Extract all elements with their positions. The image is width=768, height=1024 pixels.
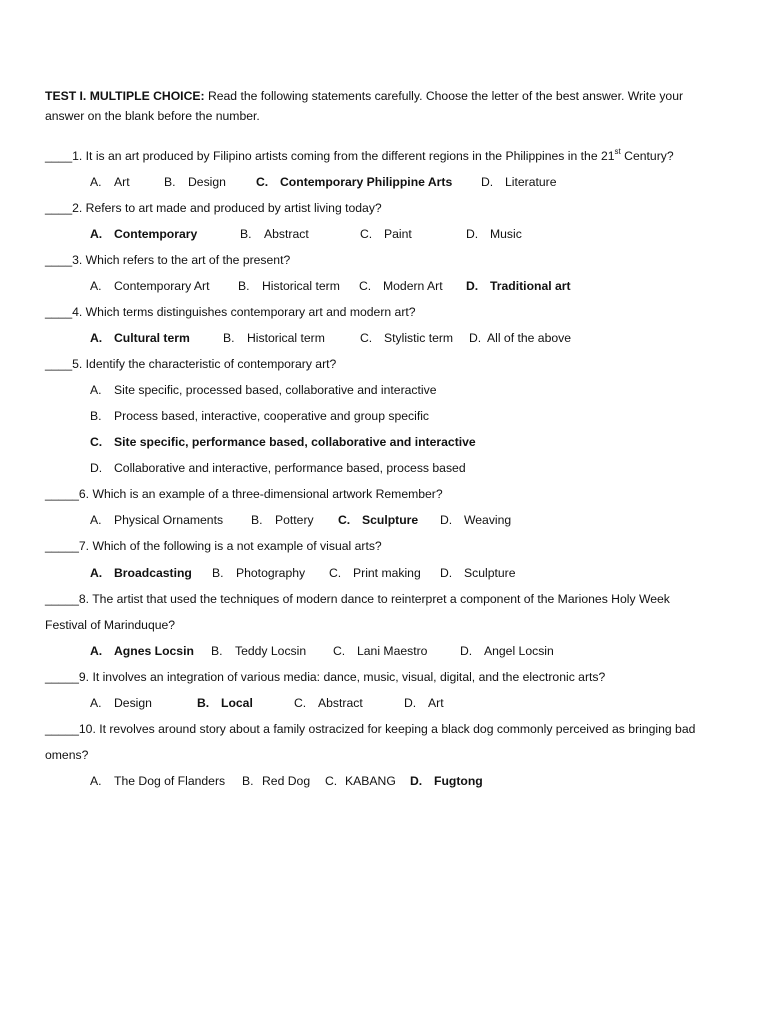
option-text: Design [114,696,152,710]
test-title: TEST I. MULTIPLE CHOICE: [45,89,205,103]
option-7a[interactable] [90,565,192,581]
option-text: Collaborative and interactive, performance based, process based [114,461,466,475]
option-letter: C. [256,175,269,189]
option-2a[interactable] [90,226,197,242]
question-5: ____5. Identify the characteristic of contemporary art? [45,357,337,371]
option-letter: B. [240,227,252,241]
option-letter: B. [90,409,102,423]
option-text: Lani Maestro [357,644,428,658]
option-1b[interactable] [164,174,226,190]
option-1d[interactable] [481,174,557,190]
question-6: _____6. Which is an example of a three-dimensional artwork Remember? [45,487,443,501]
option-3b[interactable] [238,278,340,294]
option-letter: C. [360,331,373,345]
option-5c[interactable] [90,434,476,450]
option-text: Print making [353,566,421,580]
option-text: Pottery [275,513,314,527]
option-text: Music [490,227,522,241]
option-text: Historical term [247,331,325,345]
question-1-text: 1. It is an art produced by Filipino artists coming from the different regions in the Philippines in the 21 [72,149,615,163]
option-text: Red Dog [262,774,311,788]
option-text: Abstract [318,696,363,710]
option-text: Sculpture [362,513,419,527]
option-letter: D. [481,175,494,189]
question-8: _____8. The artist that used the techniques of modern dance to reinterpret a component of the Mariones Holy Week [45,592,670,606]
option-letter: D. [469,331,482,345]
test-header [45,88,683,104]
option-7c[interactable] [329,565,421,581]
option-6c[interactable] [338,512,418,528]
option-letter: D. [90,461,103,475]
option-letter: C. [338,513,351,527]
option-letter: A. [90,513,102,527]
option-letter: C. [329,566,342,580]
option-letter: A. [90,175,102,189]
option-4d[interactable] [469,330,571,346]
option-text: KABANG [345,774,396,788]
option-8d[interactable] [460,643,554,659]
option-text: Teddy Locsin [235,644,307,658]
option-10a[interactable] [90,773,225,789]
option-4a[interactable] [90,330,190,346]
option-text: Contemporary [114,227,198,241]
option-text: Stylistic term [384,331,454,345]
option-9a[interactable] [90,695,152,711]
option-text: Art [114,175,130,189]
question-3: ____3. Which refers to the art of the present? [45,253,291,267]
test-instructions-1: Read the following statements carefully. Choose the letter of the best answer. Write your [204,89,684,103]
option-letter: D. [466,227,479,241]
option-letter: C. [359,279,372,293]
question-7: _____7. Which of the following is a not example of visual arts? [45,539,382,553]
option-text: Paint [384,227,412,241]
option-text: Photography [236,566,306,580]
option-2d[interactable] [466,226,522,242]
option-3a[interactable] [90,278,210,294]
option-letter: C. [333,644,346,658]
option-6b[interactable] [251,512,314,528]
option-10d[interactable] [410,773,483,789]
option-5a[interactable] [90,382,436,398]
option-4c[interactable] [360,330,453,346]
option-letter: D. [460,644,473,658]
option-letter: A. [90,279,102,293]
question-1-text-end: Century? [620,149,674,163]
option-3d[interactable] [466,278,571,294]
option-letter: D. [466,279,479,293]
option-letter: D. [404,696,417,710]
option-text: Site specific, performance based, collaborative and interactive [114,435,476,449]
option-text: Contemporary Art [114,279,210,293]
option-text: Traditional art [490,279,571,293]
option-letter: B. [212,566,224,580]
option-text: Local [221,696,253,710]
test-instructions-2: answer on the blank before the number. [45,109,260,123]
option-letter: A. [90,644,103,658]
option-5d[interactable] [90,460,466,476]
option-text: All of the above [487,331,572,345]
option-letter: A. [90,331,103,345]
option-letter: B. [211,644,223,658]
option-text: Agnes Locsin [114,644,194,658]
option-8b[interactable] [211,643,306,659]
option-4b[interactable] [223,330,325,346]
option-letter: C. [90,435,103,449]
option-text: Broadcasting [114,566,192,580]
question-2: ____2. Refers to art made and produced by artist living today? [45,201,382,215]
option-text: Physical Ornaments [114,513,224,527]
option-6d[interactable] [440,512,511,528]
option-letter: A. [90,227,103,241]
option-text: Literature [505,175,557,189]
option-letter: A. [90,774,102,788]
option-text: Historical term [262,279,340,293]
question-10-cont: omens? [45,748,89,762]
option-text: Angel Locsin [484,644,554,658]
option-letter: A. [90,696,102,710]
superscript: st [614,146,621,156]
option-letter: B. [251,513,263,527]
option-text: Fugtong [434,774,483,788]
option-letter: B. [197,696,210,710]
option-8a[interactable] [90,643,194,659]
option-text: Contemporary Philippine Arts [280,175,453,189]
option-10b[interactable] [242,773,310,789]
option-letter: A. [90,383,102,397]
question-9: _____9. It involves an integration of various media: dance, music, visual, digital, and the electronic arts? [45,670,606,684]
option-letter: C. [360,227,373,241]
option-7b[interactable] [212,565,305,581]
option-letter: B. [238,279,250,293]
option-text: Weaving [464,513,512,527]
option-letter: C. [294,696,307,710]
question-4: ____4. Which terms distinguishes contemporary art and modern art? [45,305,416,319]
option-1a[interactable] [90,174,130,190]
option-letter: D. [440,566,453,580]
question-10: _____10. It revolves around story about a family ostracized for keeping a black dog commonly perceived as bringing bad [45,722,696,736]
option-letter: B. [223,331,235,345]
option-2c[interactable] [360,226,412,242]
option-letter: D. [410,774,423,788]
option-9c[interactable] [294,695,363,711]
option-text: Modern Art [383,279,443,293]
option-text: Sculpture [464,566,516,580]
option-2b[interactable] [240,226,309,242]
option-text: Art [428,696,444,710]
option-letter: B. [242,774,254,788]
option-text: The Dog of Flanders [114,774,226,788]
option-1c[interactable] [256,174,452,190]
option-text: Cultural term [114,331,190,345]
option-7d[interactable] [440,565,516,581]
question-8-cont: Festival of Marinduque? [45,618,176,632]
option-letter: A. [90,566,103,580]
option-8c[interactable] [333,643,427,659]
option-9b[interactable] [197,695,253,711]
option-text: Site specific, processed based, collaborative and interactive [114,383,437,397]
option-6a[interactable] [90,512,223,528]
option-text: Design [188,175,226,189]
option-9d[interactable] [404,695,444,711]
option-letter: C. [325,774,338,788]
option-text: Process based, interactive, cooperative and group specific [114,409,430,423]
option-3c[interactable] [359,278,443,294]
option-letter: D. [440,513,453,527]
answer-blank[interactable]: ____ [45,149,73,163]
option-text: Abstract [264,227,309,241]
option-5b[interactable] [90,408,429,424]
option-letter: B. [164,175,176,189]
question-1 [45,148,674,164]
option-10c[interactable] [325,773,396,789]
